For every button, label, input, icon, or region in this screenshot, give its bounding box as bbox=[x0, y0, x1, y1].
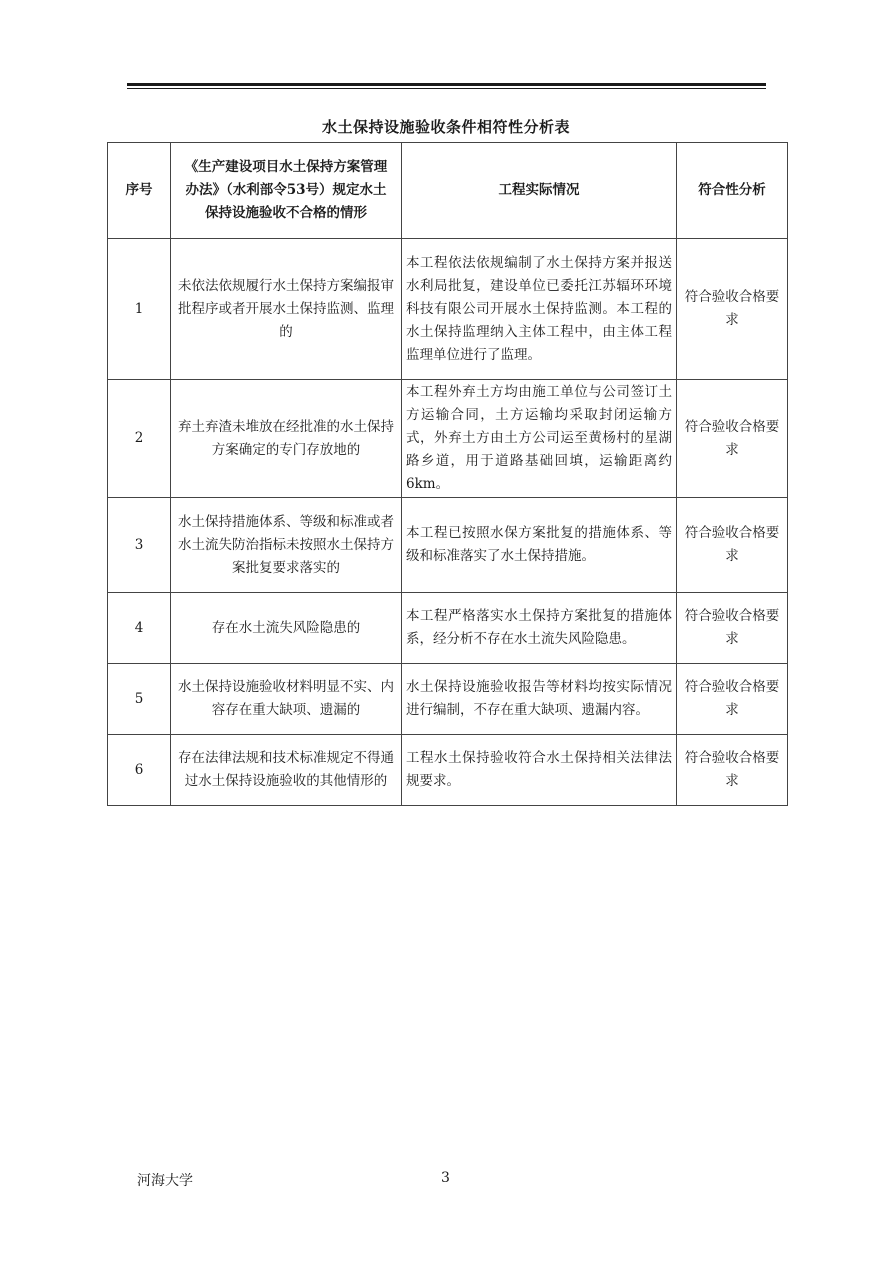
row-num: 3 bbox=[108, 498, 171, 593]
row-actual: 本工程外弃土方均由施工单位与公司签订土方运输合同，土方运输均采取封闭运输方式，外弃土方由土方公司运至黄杨村的星湖路乡道，用于道路基础回填，运输距离约6km。 bbox=[402, 380, 677, 498]
row-num: 6 bbox=[108, 735, 171, 806]
footer-organization: 河海大学 bbox=[137, 1173, 193, 1189]
row-num: 2 bbox=[108, 380, 171, 498]
header-rule-thin bbox=[127, 88, 766, 89]
col-header-num: 序号 bbox=[108, 143, 171, 239]
row-num: 5 bbox=[108, 664, 171, 735]
col-header-actual: 工程实际情况 bbox=[402, 143, 677, 239]
table-header-row bbox=[108, 143, 788, 239]
table-row bbox=[108, 735, 788, 806]
row-condition: 弃土弃渣未堆放在经批准的水土保持方案确定的专门存放地的 bbox=[171, 380, 402, 498]
footer-page-number: 3 bbox=[441, 1170, 450, 1186]
row-result: 符合验收合格要求 bbox=[677, 380, 788, 498]
row-result: 符合验收合格要求 bbox=[677, 735, 788, 806]
table-row bbox=[108, 593, 788, 664]
col-header-result: 符合性分析 bbox=[677, 143, 788, 239]
row-result: 符合验收合格要求 bbox=[677, 239, 788, 380]
table-row bbox=[108, 239, 788, 380]
row-actual: 本工程已按照水保方案批复的措施体系、等级和标准落实了水土保持措施。 bbox=[402, 498, 677, 593]
row-condition: 水土保持措施体系、等级和标准或者水土流失防治指标未按照水土保持方案批复要求落实的 bbox=[171, 498, 402, 593]
row-condition: 存在水土流失风险隐患的 bbox=[171, 593, 402, 664]
table-row bbox=[108, 664, 788, 735]
table-row bbox=[108, 498, 788, 593]
row-actual: 本工程严格落实水土保持方案批复的措施体系，经分析不存在水土流失风险隐患。 bbox=[402, 593, 677, 664]
table-row bbox=[108, 380, 788, 498]
row-actual: 本工程依法依规编制了水土保持方案并报送水利局批复，建设单位已委托江苏辐环环境科技有限公司开展水土保持监测。本工程的水土保持监理纳入主体工程中，由主体工程监理单位进行了监理。 bbox=[402, 239, 677, 380]
table-title: 水土保持设施验收条件相符性分析表 bbox=[321, 118, 570, 136]
row-result: 符合验收合格要求 bbox=[677, 498, 788, 593]
row-condition: 存在法律法规和技术标准规定不得通过水土保持设施验收的其他情形的 bbox=[171, 735, 402, 806]
row-actual: 工程水土保持验收符合水土保持相关法律法规要求。 bbox=[402, 735, 677, 806]
row-num: 1 bbox=[108, 239, 171, 380]
row-result: 符合验收合格要求 bbox=[677, 664, 788, 735]
compliance-table bbox=[107, 142, 788, 806]
row-actual: 水土保持设施验收报告等材料均按实际情况进行编制，不存在重大缺项、遗漏内容。 bbox=[402, 664, 677, 735]
header-rule-thick bbox=[127, 83, 766, 86]
row-num: 4 bbox=[108, 593, 171, 664]
row-result: 符合验收合格要求 bbox=[677, 593, 788, 664]
row-condition: 未依法依规履行水土保持方案编报审批程序或者开展水土保持监测、监理的 bbox=[171, 239, 402, 380]
col-header-condition: 《生产建设项目水土保持方案管理办法》（水利部令53号）规定水土保持设施验收不合格的情形 bbox=[171, 143, 402, 239]
row-condition: 水土保持设施验收材料明显不实、内容存在重大缺项、遗漏的 bbox=[171, 664, 402, 735]
